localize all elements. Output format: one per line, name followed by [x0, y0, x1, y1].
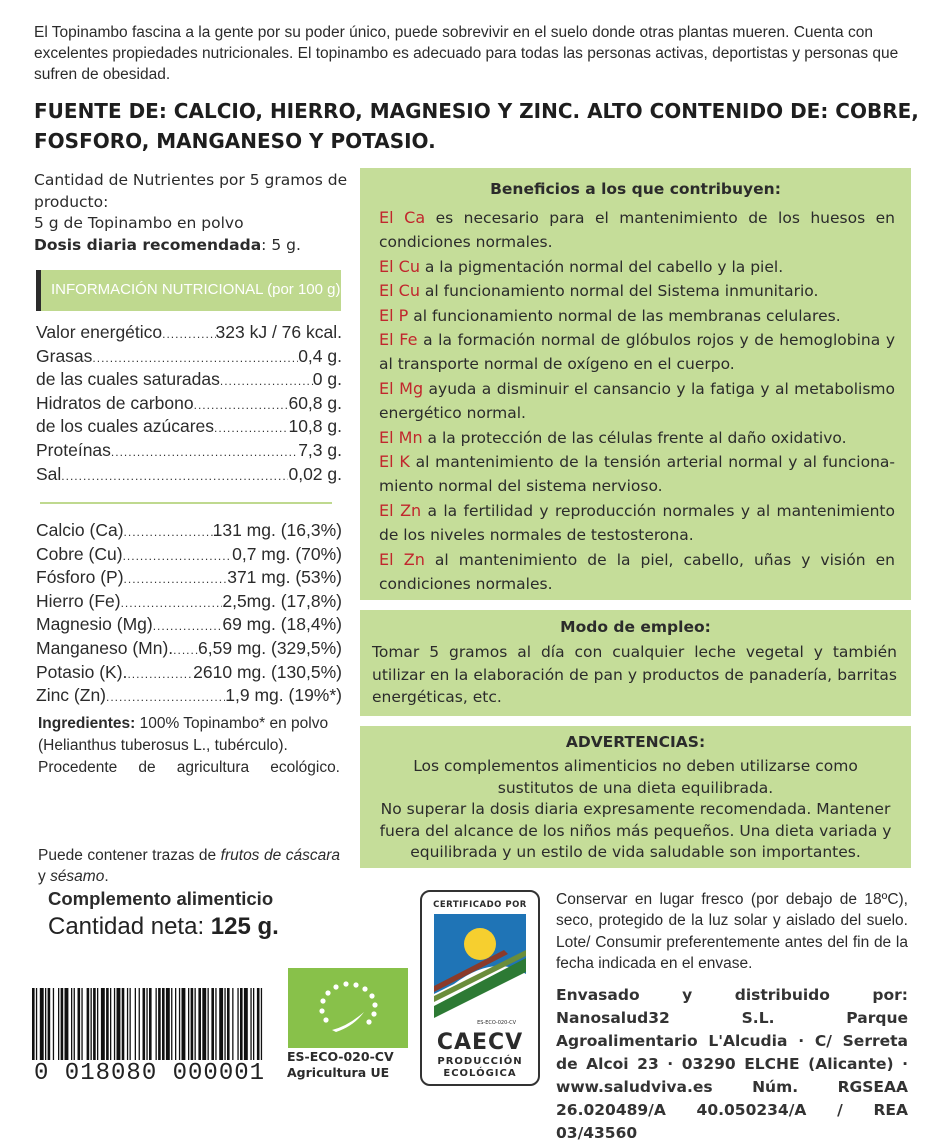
nutrition-label: Hidratos de carbono — [36, 392, 194, 413]
barcode-bar — [93, 988, 96, 1060]
benefit-item — [379, 206, 895, 255]
benefit-text: al mantenimiento de la tensión arterial normal y al funciona-miento normal del sistema nervioso. — [379, 453, 895, 496]
barcode-bar — [40, 988, 44, 1060]
benefit-element: El Mn — [379, 427, 423, 447]
caecv-line1: PRODUCCIÓN — [437, 1056, 523, 1067]
benefit-text: al funcionamiento normal de las membranas celulares. — [408, 306, 841, 325]
ingredients-origin: Procedente de agricultura ecológico. — [38, 759, 340, 776]
net-quantity — [48, 913, 279, 941]
barcode-bar — [162, 988, 165, 1060]
barcode-bar — [122, 988, 125, 1060]
nutrition-row — [36, 369, 342, 393]
barcode-bar — [61, 988, 64, 1060]
barcode-bar — [175, 988, 176, 1060]
eu-organic-logo — [288, 968, 408, 1048]
benefit-item — [379, 255, 895, 279]
quantity-line2: 5 g de Topinambo en polvo — [34, 214, 244, 232]
nutrition-value: 7,3 g. — [298, 440, 342, 460]
nutrition-label: Proteínas — [36, 440, 111, 460]
storage-text: Conservar en lugar fresco (por debajo de 18ºC), seco, protegido de la luz solar y aislado del suelo. Lote/ Consumir preferentemente antes del fin de la fecha indicada en el envase. — [556, 891, 908, 972]
barcode-bar — [211, 988, 214, 1060]
nutrition-label: Valor energético — [36, 322, 163, 342]
warnings-panel — [360, 726, 911, 868]
usage-panel — [360, 610, 911, 716]
nutrition-row — [36, 393, 342, 417]
quantity-block — [34, 170, 354, 256]
traces-italic2: sésamo — [50, 868, 105, 885]
ingredients-text: 100% Topinambo* en polvo (Helianthus tuberosus L., tubérculo). — [38, 715, 329, 754]
mineral-value: 2610 mg. (130,5%) — [193, 661, 342, 682]
barcode-bar — [202, 988, 206, 1060]
caecv-small-code: ES-ECO-020-CV — [477, 1020, 516, 1026]
barcode-bar — [156, 988, 157, 1060]
nutrition-row — [36, 464, 342, 488]
benefit-item — [379, 499, 895, 548]
barcode-bar — [65, 988, 69, 1060]
caecv-emblem-icon — [434, 914, 526, 1024]
barcode-bar — [32, 988, 35, 1060]
eu-leaf-icon — [288, 968, 408, 1048]
barcode-bar — [261, 988, 262, 1060]
barcode-bar — [195, 988, 196, 1060]
barcode-bar — [158, 988, 161, 1060]
barcode-bar — [208, 988, 209, 1060]
caecv-name: CAECV — [436, 1030, 524, 1055]
benefit-text: al funcionamiento normal del Sistema inmunitario. — [419, 282, 819, 301]
mineral-label: Magnesio (Mg) — [36, 614, 153, 635]
nutrition-row — [36, 440, 342, 464]
barcode-bar — [78, 988, 81, 1060]
barcode-bar — [224, 988, 225, 1060]
barcode-bar — [71, 988, 72, 1060]
mineral-value: 6,59 mg. (329,5%) — [198, 638, 342, 658]
barcode-bar — [191, 988, 194, 1060]
benefit-item — [379, 279, 895, 303]
benefit-element: El K — [379, 452, 410, 472]
mineral-row — [36, 520, 342, 544]
leader-dots — [162, 327, 215, 341]
barcode-bar — [143, 988, 146, 1060]
net-value: 125 g. — [210, 913, 279, 940]
benefit-element: El Cu — [379, 281, 420, 301]
caecv-certification-logo — [420, 890, 540, 1086]
warnings-title: ADVERTENCIAS: — [565, 733, 706, 751]
warnings-p2: No superar la dosis diaria expresamente recomendada. Mantener fuera del alcance de los niños más pequeños. Una dieta variada y equilibrada y un estilo de vida saludable son importantes. — [379, 800, 892, 861]
barcode-bar — [219, 988, 223, 1060]
benefit-text: ayuda a disminuir el cansancio y la fatiga y al metabolismo energético normal. — [379, 379, 895, 423]
mineral-label: Calcio (Ca) — [36, 520, 124, 540]
barcode-bar — [101, 988, 105, 1060]
barcode-bar — [81, 988, 82, 1060]
product-type: Complemento alimenticio — [48, 888, 274, 909]
barcode-bar — [250, 988, 251, 1060]
barcode — [32, 988, 264, 1060]
barcode-bar — [139, 988, 140, 1060]
mineral-row — [36, 685, 342, 709]
mineral-label: Cobre (Cu) — [36, 543, 123, 564]
usage-text: Tomar 5 gramos al día con cualquier leche vegetal y también utilizar en la elaboración de pan y productos de panadería, barritas energéticas, etc. — [372, 643, 897, 706]
barcode-bar — [58, 988, 59, 1060]
benefit-text: a la protección de las células frente al daño oxidativo. — [422, 428, 847, 447]
benefit-element: El Mg — [379, 378, 424, 398]
leader-dots — [153, 619, 223, 633]
mineral-value: 2,5mg. (17,8%) — [222, 590, 342, 611]
leader-dots — [92, 351, 298, 365]
barcode-bar — [227, 988, 230, 1060]
benefits-list — [379, 206, 895, 597]
mineral-value: 0,7 mg. (70%) — [232, 543, 342, 564]
ingredients-label: Ingredientes: — [38, 715, 136, 732]
distributor-text: Envasado y distribuido por: Nanosalud32 S.L. Parque Agroalimentario L'Alcudia · C/ Serreta de Alcoi 23 · 03290 ELCHE (Alicante) · www.saludviva.es Núm. RGSEAA 26.020489/A 40.050234/A / REA 03/43560 — [556, 986, 908, 1142]
mineral-value: 371 mg. (53%) — [227, 567, 342, 588]
leader-dots — [61, 469, 288, 483]
leader-dots — [106, 690, 225, 704]
barcode-bar — [45, 988, 46, 1060]
barcode-bar — [91, 988, 92, 1060]
barcode-bar — [215, 988, 216, 1060]
benefit-text: al mantenimiento de la piel, cabello, uñas y visión en condiciones normales. — [379, 550, 895, 594]
nutrition-label: de los cuales azúcares — [36, 416, 215, 437]
nutrition-row — [36, 346, 342, 370]
mineral-label: Fósforo (P) — [36, 567, 124, 588]
nutrition-value: 0,02 g. — [288, 463, 342, 484]
benefit-item — [379, 426, 895, 450]
barcode-bar — [149, 988, 152, 1060]
leader-dots — [124, 525, 213, 539]
warnings-text — [368, 756, 903, 864]
nutrition-value: 0,4 g. — [298, 345, 342, 366]
barcode-bar — [36, 988, 37, 1060]
nutrition-label: de las cuales saturadas — [36, 369, 220, 390]
mineral-row — [36, 638, 342, 662]
barcode-bar — [240, 988, 243, 1060]
mineral-row — [36, 662, 342, 686]
mineral-label: Potasio (K). — [36, 661, 128, 682]
barcode-bar — [48, 988, 51, 1060]
dose-value: : 5 g. — [261, 235, 301, 254]
usage-title: Modo de empleo: — [560, 618, 711, 636]
barcode-bar — [179, 988, 180, 1060]
benefit-element: El Fe — [379, 330, 418, 350]
benefit-item — [379, 377, 895, 426]
mineral-label: Hierro (Fe) — [36, 590, 121, 611]
mineral-row — [36, 567, 342, 591]
divider — [40, 502, 332, 504]
barcode-bar — [182, 988, 186, 1060]
nutrition-value: 10,8 g. — [288, 416, 342, 437]
benefits-panel — [360, 168, 911, 600]
nutrition-label: Sal — [36, 463, 62, 484]
mineral-value: 1,9 mg. (19%*) — [225, 685, 342, 706]
benefit-item — [379, 304, 895, 328]
eu-logo-label: Agricultura UE — [287, 1065, 390, 1080]
nutrition-header — [36, 270, 341, 311]
barcode-bar — [110, 988, 111, 1060]
benefit-element: El Zn — [379, 549, 425, 569]
warnings-p1: Los complementos alimenticios no deben utilizarse como sustitutos de una dieta equilibrada. — [413, 757, 858, 797]
barcode-bar — [232, 988, 233, 1060]
quantity-line1: Cantidad de Nutrientes por 5 gramos de producto: — [34, 171, 348, 211]
benefit-text: a la pigmentación normal del cabello y la piel. — [419, 257, 784, 276]
traces-italic1: frutos de cáscara — [220, 847, 340, 864]
caecv-subtitle — [422, 1056, 538, 1080]
benefit-item — [379, 328, 895, 377]
leader-dots — [220, 374, 313, 388]
mineral-row — [36, 544, 342, 568]
benefit-element: El Cu — [379, 256, 420, 276]
barcode-bar — [135, 988, 136, 1060]
barcode-bar — [74, 988, 75, 1060]
leader-dots — [127, 667, 193, 681]
ingredients — [38, 713, 340, 779]
mineral-label: Zinc (Zn) — [36, 685, 106, 706]
benefit-item — [379, 548, 895, 597]
barcode-bar — [237, 988, 238, 1060]
barcode-bar — [106, 988, 109, 1060]
barcode-bar — [114, 988, 115, 1060]
benefit-element: El Ca — [379, 208, 426, 227]
headline: FUENTE DE: CALCIO, HIERRO, MAGNESIO Y ZINC. ALTO CONTENIDO DE: COBRE, FOSFORO, MANGANESO Y POTASIO. — [34, 99, 919, 153]
net-label: Cantidad neta: — [48, 913, 211, 940]
caecv-top-text: CERTIFICADO POR — [433, 900, 527, 910]
barcode-bar — [130, 988, 131, 1060]
caecv-line2: ECOLÓGICA — [443, 1068, 517, 1079]
nutrition-row — [36, 416, 342, 440]
barcode-bar — [171, 988, 172, 1060]
barcode-bar — [188, 988, 189, 1060]
benefit-item — [379, 450, 895, 499]
benefit-element: El P — [379, 305, 409, 325]
barcode-bar — [117, 988, 121, 1060]
mineral-row — [36, 591, 342, 615]
nutrition-label: Grasas — [36, 345, 93, 366]
leader-dots — [124, 572, 228, 586]
eu-logo-caption — [287, 1049, 394, 1081]
nutrition-row — [36, 322, 342, 346]
nutrition-header-label: INFORMACIÓN NUTRICIONAL (por 100 g) — [51, 281, 341, 298]
barcode-bar — [87, 988, 90, 1060]
barcode-bar — [97, 988, 98, 1060]
leader-dots — [214, 421, 288, 435]
nutrition-value: 0 g. — [312, 369, 342, 390]
traces-note — [38, 845, 340, 887]
barcode-bar — [127, 988, 128, 1060]
benefit-text: a la fertilidad y reproducción normales y al mantenimiento de los niveles normales de testosterona. — [379, 501, 895, 545]
benefits-title: Beneficios a los que contribuyen: — [490, 180, 781, 198]
mineral-row — [36, 614, 342, 638]
leader-dots — [123, 549, 233, 563]
barcode-number: 0 018080 000001 — [34, 1060, 266, 1087]
mineral-value: 131 mg. (16,3%) — [212, 520, 342, 540]
traces-mid: y — [38, 868, 51, 885]
dose-line — [34, 235, 354, 257]
nutrition-value: 323 kJ / 76 kcal. — [215, 322, 342, 342]
benefit-element: El Zn — [379, 500, 422, 520]
barcode-bar — [257, 988, 260, 1060]
leader-dots — [194, 398, 289, 412]
traces-suffix: . — [104, 868, 109, 885]
leader-dots — [121, 596, 223, 610]
leader-dots — [111, 445, 298, 459]
eu-logo-code: ES-ECO-020-CV — [287, 1049, 394, 1064]
dose-label: Dosis diaria recomendada — [34, 235, 262, 254]
barcode-bar — [244, 988, 248, 1060]
barcode-bar — [146, 988, 147, 1060]
traces-prefix: Puede contener trazas de — [38, 847, 221, 864]
mineral-label: Manganeso (Mn). — [36, 638, 174, 658]
barcode-bar — [166, 988, 170, 1060]
nutrition-value: 60,8 g. — [288, 392, 342, 413]
barcode-bar — [53, 988, 54, 1060]
intro-text: El Topinambo fascina a la gente por su poder único, puede sobrevivir en el suelo donde otras plantas mueren. Cuenta con excelentes propiedades nutricionales. El topinambo es adecuado para todas las personas activas, deportistas y personas que sufren de obesidad. — [34, 24, 899, 83]
benefit-text: es necesario para el mantenimiento de los huesos en condiciones normales. — [379, 209, 895, 252]
barcode-bar — [253, 988, 254, 1060]
barcode-bar — [198, 988, 201, 1060]
mineral-value: 69 mg. (18,4%) — [222, 614, 342, 635]
leader-dots — [173, 643, 198, 657]
benefit-text: a la formación normal de glóbulos rojos y de hemoglobina y al transporte normal de oxígeno en el cuerpo. — [379, 331, 895, 374]
